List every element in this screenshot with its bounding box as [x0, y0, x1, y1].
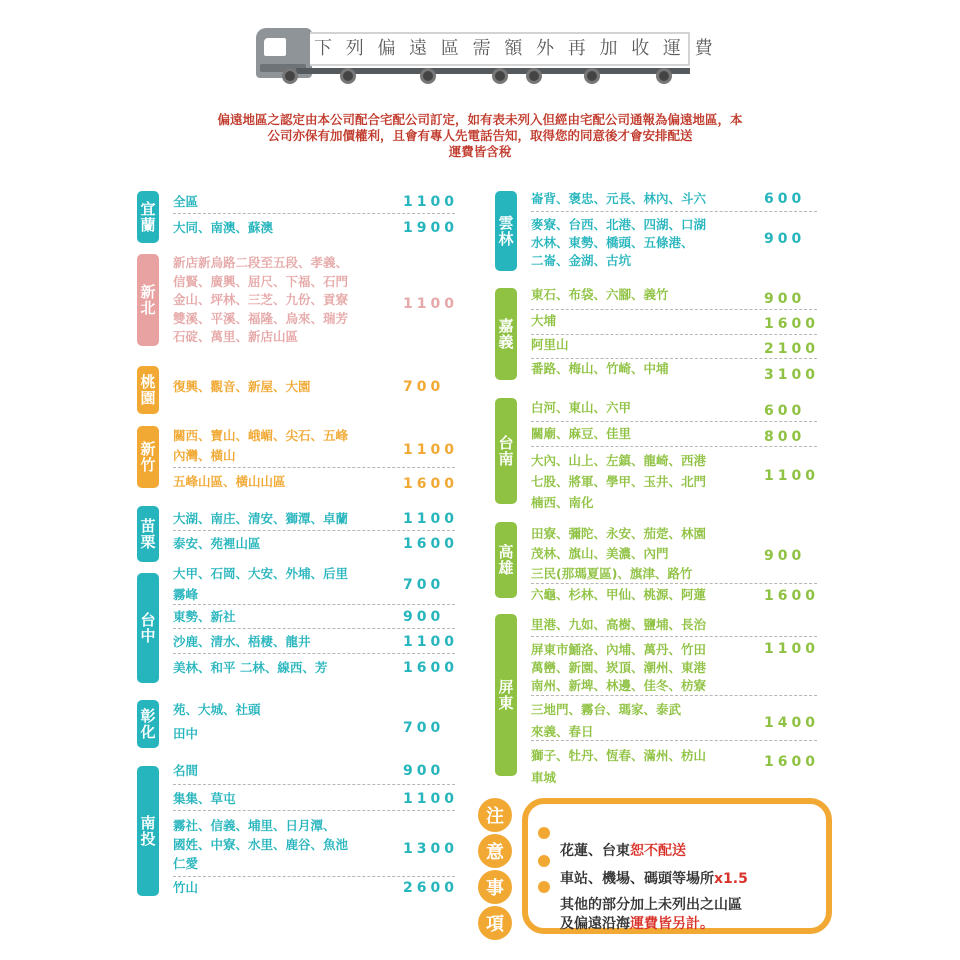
area-price: 900	[403, 763, 445, 779]
region-label-xinbei: 新北	[137, 254, 159, 346]
area-price: 1600	[403, 536, 458, 552]
divider	[531, 446, 817, 447]
divider	[531, 358, 817, 359]
area-text: 竹山	[173, 880, 199, 895]
note-highlight: x1.5	[714, 871, 748, 887]
area-text: 崙背、褒忠、元長、林內、斗六	[531, 191, 707, 206]
divider	[531, 309, 817, 310]
area-text: 阿里山	[531, 337, 569, 352]
area-text: 復興、觀音、新屋、大園	[173, 379, 311, 394]
area-text: 大埔	[531, 313, 557, 328]
area-price: 1100	[403, 511, 458, 527]
divider	[531, 421, 817, 422]
notes-badge-char: 項	[478, 906, 512, 940]
area-price: 1100	[403, 194, 458, 210]
area-price: 1100	[764, 468, 819, 484]
area-text: 麥寮、台西、北港、四湖、口湖 水林、東勢、橋頭、五條港、 二崙、金湖、古坑	[531, 217, 707, 268]
region-label-xinzhu: 新竹	[137, 426, 159, 488]
divider	[531, 211, 817, 212]
divider	[173, 784, 455, 785]
note-item	[560, 877, 742, 934]
area-text: 番路、梅山、竹崎、中埔	[531, 361, 669, 376]
divider	[531, 334, 817, 335]
area-price: 1600	[764, 588, 819, 604]
area-text: 三地門、霧台、瑪家、泰武 來義、春日	[531, 702, 682, 739]
area-text: 名間	[173, 763, 199, 778]
area-text: 東石、布袋、六腳、義竹	[531, 287, 669, 302]
area-text: 田寮、彌陀、永安、茄萣、林園 茂林、旗山、美濃、內門 三民(那瑪夏區)、旗津、路竹	[531, 526, 707, 581]
area-price: 1100	[403, 791, 458, 807]
divider	[173, 876, 455, 877]
intro-line: 運費皆含稅	[448, 144, 512, 159]
divider	[173, 810, 455, 811]
area-price: 2600	[403, 880, 458, 896]
divider	[531, 583, 817, 584]
region-label-yunlin: 雲林	[495, 191, 517, 271]
area-price: 3100	[764, 367, 819, 383]
divider	[173, 213, 455, 214]
area-text: 新店新烏路二段至五段、孝義、 信賢、廣興、屈尺、下福、石門 金山、坪林、三芝、九份、貢寮 雙溪、平溪、福隆、烏來、瑞芳 石碇、萬里、新店山區	[173, 255, 349, 345]
region-label-miaoli: 苗栗	[137, 506, 159, 562]
divider	[173, 628, 455, 629]
area-text: 全區	[173, 194, 199, 209]
area-text: 大同、南澳、蘇澳	[173, 220, 274, 235]
area-price: 1300	[403, 841, 458, 857]
area-text: 泰安、苑裡山區	[173, 536, 261, 551]
area-text: 關西、寶山、峨嵋、尖石、五峰 內灣、橫山	[173, 428, 349, 463]
region-label-tainan: 台南	[495, 398, 517, 504]
area-price: 900	[764, 548, 806, 564]
area-price: 600	[764, 191, 806, 207]
note-text: 花蓮、台東	[560, 843, 630, 859]
area-price: 1900	[403, 220, 458, 236]
truck-window	[264, 38, 286, 56]
area-price: 900	[764, 291, 806, 307]
intro-line: 公司亦保有加價權利，且會有專人先電話告知，取得您的同意後才會安排配送	[267, 128, 693, 143]
wheel-icon	[420, 68, 436, 84]
bullet-icon	[538, 881, 550, 893]
divider	[173, 604, 455, 605]
area-price: 900	[764, 231, 806, 247]
wheel-icon	[282, 68, 298, 84]
area-text: 苑、大城、社頭 田中	[173, 702, 261, 741]
area-text: 大湖、南庄、清安、獅潭、卓蘭	[173, 511, 349, 526]
area-text: 屏東市鯒洛、內埔、萬丹、竹田 萬巒、新園、崁頂、潮州、東港 南州、新埤、林邊、佳冬、枋寮	[531, 642, 707, 693]
area-price: 1600	[403, 660, 458, 676]
truck-illustration	[256, 24, 717, 86]
notes-badge-char: 意	[478, 834, 512, 868]
area-text: 大甲、石岡、大安、外埔、后里 霧峰	[173, 566, 349, 602]
area-price: 800	[764, 429, 806, 445]
note-text: 其他的部分加上未列出之山區 及偏遠沿海	[560, 897, 742, 932]
region-label-jiayi: 嘉義	[495, 288, 517, 380]
area-price: 2100	[764, 341, 819, 357]
divider	[173, 530, 455, 531]
region-label-zhanghua: 彰化	[137, 700, 159, 748]
region-label-nantou: 南投	[137, 766, 159, 896]
notes-badge-char: 事	[478, 870, 512, 904]
divider	[531, 740, 817, 741]
area-text: 獅子、牡丹、恆春、滿州、枋山 車城	[531, 748, 707, 785]
area-text: 霧社、信義、埔里、日月潭、 國姓、中寮、水里、鹿谷、魚池 仁愛	[173, 818, 349, 871]
area-price: 1600	[403, 476, 458, 492]
note-text: 車站、機場、碼頭等場所	[560, 871, 714, 887]
area-price: 1100	[764, 641, 819, 657]
page-title: 下 列 偏 遠 區 需 額 外 再 加 收 運 費	[314, 38, 717, 59]
area-text: 美林、和平 二林、線西、芳	[173, 660, 328, 675]
intro-line: 偏遠地區之認定由本公司配合宅配公司訂定，如有表未列入但經由宅配公司通報為偏遠地區，本	[217, 112, 743, 127]
area-text: 集集、草屯	[173, 791, 236, 806]
wheel-icon	[492, 68, 508, 84]
wheel-icon	[340, 68, 356, 84]
divider	[531, 695, 817, 696]
region-label-gaoxiong: 高雄	[495, 522, 517, 598]
area-price: 700	[403, 379, 445, 395]
region-label-taoyuan: 桃園	[137, 366, 159, 414]
area-text: 里港、九如、高樹、鹽埔、長治	[531, 617, 707, 632]
divider	[173, 653, 455, 654]
area-text: 五峰山區、橫山山區	[173, 474, 286, 489]
area-text: 六龜、杉林、甲仙、桃源、阿蓮	[531, 587, 707, 602]
wheel-icon	[584, 68, 600, 84]
area-text: 大內、山上、左鎮、龍崎、西港 七股、將軍、學甲、玉井、北門 楠西、南化	[531, 453, 707, 510]
notes-badge-char: 注	[478, 798, 512, 832]
area-price: 1400	[764, 715, 819, 731]
area-price: 700	[403, 577, 445, 593]
area-text: 白河、東山、六甲	[531, 400, 632, 415]
area-price: 1600	[764, 316, 819, 332]
region-label-pingdong: 屏東	[495, 614, 517, 776]
note-highlight: 運費皆另計。	[630, 916, 714, 932]
region-label-yilan: 宜蘭	[137, 191, 159, 243]
area-text: 關廟、麻豆、佳里	[531, 426, 632, 441]
area-price: 1600	[764, 754, 819, 770]
note-highlight: 恕不配送	[630, 843, 686, 859]
area-price: 700	[403, 720, 445, 736]
region-label-taizhong: 台中	[137, 573, 159, 683]
bullet-icon	[538, 855, 550, 867]
wheel-icon	[526, 68, 542, 84]
area-price: 1100	[403, 442, 458, 458]
bullet-icon	[538, 827, 550, 839]
area-price: 900	[403, 609, 445, 625]
area-price: 600	[764, 403, 806, 419]
area-text: 東勢、新社	[173, 609, 236, 624]
intro-text	[130, 112, 830, 160]
area-price: 1100	[403, 296, 458, 312]
area-price: 1100	[403, 634, 458, 650]
area-text: 沙鹿、清水、梧棲、龍井	[173, 634, 311, 649]
divider	[173, 467, 455, 468]
divider	[531, 636, 817, 637]
wheel-icon	[656, 68, 672, 84]
